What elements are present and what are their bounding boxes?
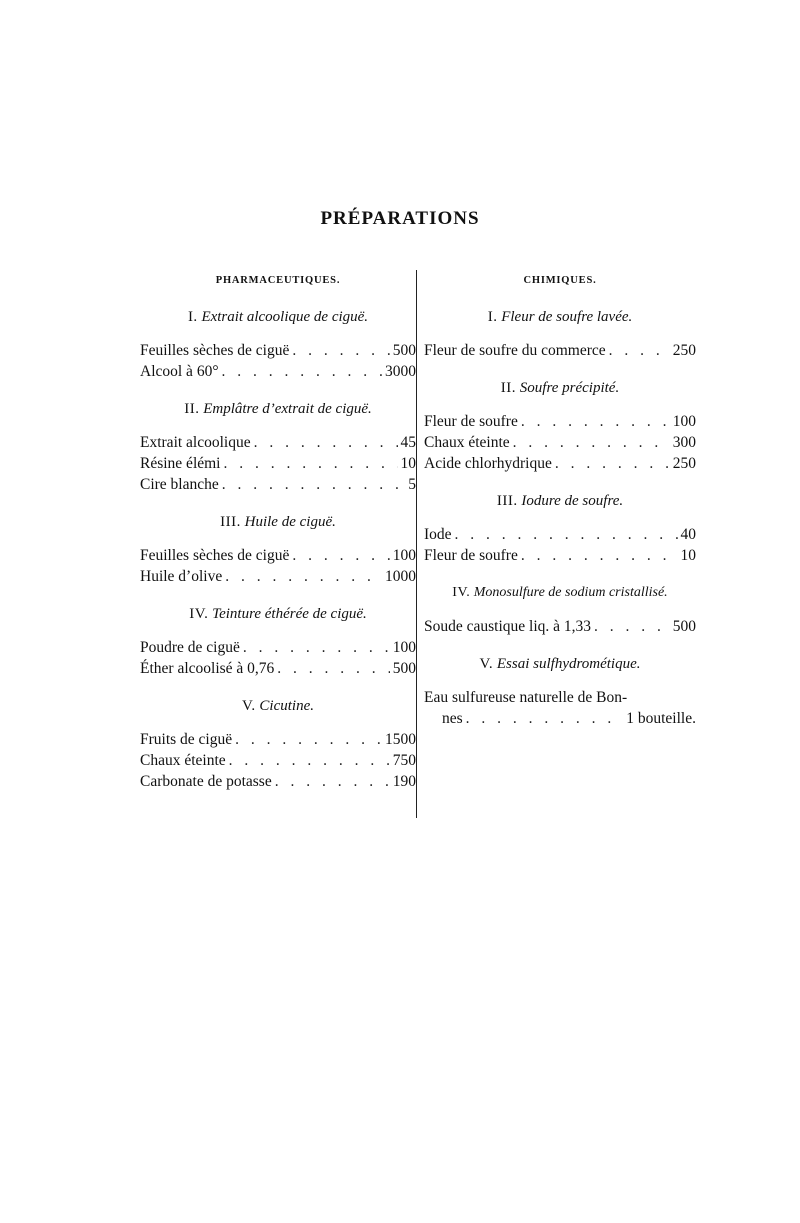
chim-section-5 [424,653,696,729]
ingredient-row-line1 [424,687,696,708]
ingredient-label: Résine élémi [140,455,221,472]
ingredient-qty: 10 [400,455,416,472]
leader-dots [521,411,670,432]
section-number: V. [242,698,256,714]
section-title [424,582,696,604]
leader-dots [229,750,390,771]
section-title [424,306,696,328]
ingredient-row [140,361,416,382]
ingredient-qty: 500 [672,618,696,635]
leader-dots [466,708,624,729]
ingredient-qty: 500 [392,660,416,677]
ingredient-row [424,708,696,729]
ingredient-label: Fleur de soufre du commerce [424,342,606,359]
section-name: Monosulfure de sodium cristallisé. [473,585,668,600]
ingredient-qty: 5 [408,476,416,493]
ingredient-row [140,750,416,771]
chimiques-heading: CHIMIQUES. [523,275,597,286]
ingredient-row [140,771,416,792]
ingredient-label-line1: Eau sulfureuse naturelle de Bon- [424,689,628,706]
ingredient-qty: 1000 [385,568,416,585]
chim-section-1 [424,306,696,361]
ingredient-label: Fleur de soufre [424,413,518,430]
section-name: Essai sulfhydrométique. [496,656,641,672]
section-number: IV. [452,585,471,600]
ingredient-row [424,545,696,566]
section-title [424,653,696,675]
leader-dots [609,340,670,361]
ingredient-label: Soude caustique liq. à 1,33 [424,618,592,635]
ingredient-qty: 1 bouteille. [626,710,696,727]
pharma-section-3 [140,511,416,587]
ingredient-qty: 750 [392,752,416,769]
ingredient-row [140,474,416,495]
section-name: Cicutine. [259,698,314,714]
leader-dots [243,637,390,658]
leader-dots [594,616,670,637]
ingredient-label: Chaux éteinte [424,434,510,451]
ingredient-label: Poudre de ciguë [140,639,240,656]
ingredient-qty: 100 [392,547,416,564]
section-number: I. [487,309,498,325]
ingredient-qty: 10 [680,547,696,564]
leader-dots [275,771,390,792]
ingredient-row [140,432,416,453]
leader-dots [555,453,670,474]
leader-dots [455,524,678,545]
leader-dots [292,545,389,566]
ingredient-label: Fruits de ciguë [140,731,233,748]
section-title [140,306,416,328]
ingredient-row [140,545,416,566]
leader-dots [235,729,382,750]
leader-dots [521,545,678,566]
leader-dots [254,432,398,453]
section-number: II. [184,401,200,417]
ingredient-row [140,453,416,474]
column-divider [416,270,417,818]
section-number: III. [496,493,518,509]
ingredient-label: Cire blanche [140,476,219,493]
ingredient-row [140,340,416,361]
pharmaceutiques-heading: PHARMACEUTIQUES. [215,275,341,286]
ingredient-label: nes [442,710,463,727]
pharmaceutiques-column [140,272,416,792]
chim-section-2 [424,377,696,474]
section-name: Emplâtre d’extrait de ciguë. [203,401,372,417]
ingredient-label: Chaux éteinte [140,752,226,769]
ingredient-qty: 3000 [385,363,416,380]
chim-section-4 [424,582,696,637]
section-title [140,511,416,533]
ingredient-label: Alcool à 60° [140,363,219,380]
section-number: II. [500,380,517,396]
ingredient-label: Éther alcoolisé à 0,76 [140,660,275,677]
ingredient-label: Feuilles sèches de ciguë [140,547,290,564]
section-title [424,377,696,399]
section-title [140,603,416,625]
section-name: Fleur de soufre lavée. [501,309,633,325]
leader-dots [513,432,670,453]
section-name: Extrait alcoolique de ciguë. [201,309,369,325]
pharma-section-4 [140,603,416,679]
section-name: Iodure de soufre. [521,493,624,509]
chimiques-column [424,272,696,729]
ingredient-row [424,411,696,432]
ingredient-qty: 40 [680,526,696,543]
section-title [140,398,416,420]
ingredient-label: Huile d’olive [140,568,223,585]
pharma-section-5 [140,695,416,792]
ingredient-row [424,524,696,545]
section-number: V. [479,656,494,672]
leader-dots [225,566,382,587]
ingredient-row [140,658,416,679]
section-number: III. [220,514,241,530]
ingredient-qty: 250 [672,455,696,472]
ingredient-qty: 250 [672,342,696,359]
ingredient-qty: 190 [392,773,416,790]
ingredient-label: Carbonate de potasse [140,773,272,790]
ingredient-row [140,729,416,750]
pharma-section-2 [140,398,416,495]
page-title: PRÉPARATIONS [320,208,480,229]
section-number: I. [187,309,198,325]
ingredient-qty: 500 [392,342,416,359]
ingredient-row [424,432,696,453]
leader-dots [222,474,405,495]
leader-dots [292,340,389,361]
leader-dots [224,453,398,474]
section-name: Teinture éthérée de ciguë. [212,606,367,622]
ingredient-row [424,616,696,637]
pharma-section-1 [140,306,416,382]
chim-section-3 [424,490,696,566]
leader-dots [277,658,389,679]
section-title [140,695,416,717]
section-name: Soufre précipité. [519,380,620,396]
ingredient-row [140,637,416,658]
section-name: Huile de ciguë. [244,514,336,530]
leader-dots [222,361,382,382]
ingredient-qty: 100 [672,413,696,430]
ingredient-qty: 300 [672,434,696,451]
section-title [424,490,696,512]
ingredient-row [140,566,416,587]
ingredient-label: Feuilles sèches de ciguë [140,342,290,359]
ingredient-label: Extrait alcoolique [140,434,251,451]
ingredient-qty: 45 [400,434,416,451]
ingredient-label: Fleur de soufre [424,547,518,564]
ingredient-qty: 100 [392,639,416,656]
ingredient-row [424,453,696,474]
ingredient-qty: 1500 [385,731,416,748]
section-number: IV. [189,606,209,622]
ingredient-label: Acide chlorhydrique [424,455,552,472]
ingredient-row [424,340,696,361]
ingredient-label: Iode [424,526,452,543]
